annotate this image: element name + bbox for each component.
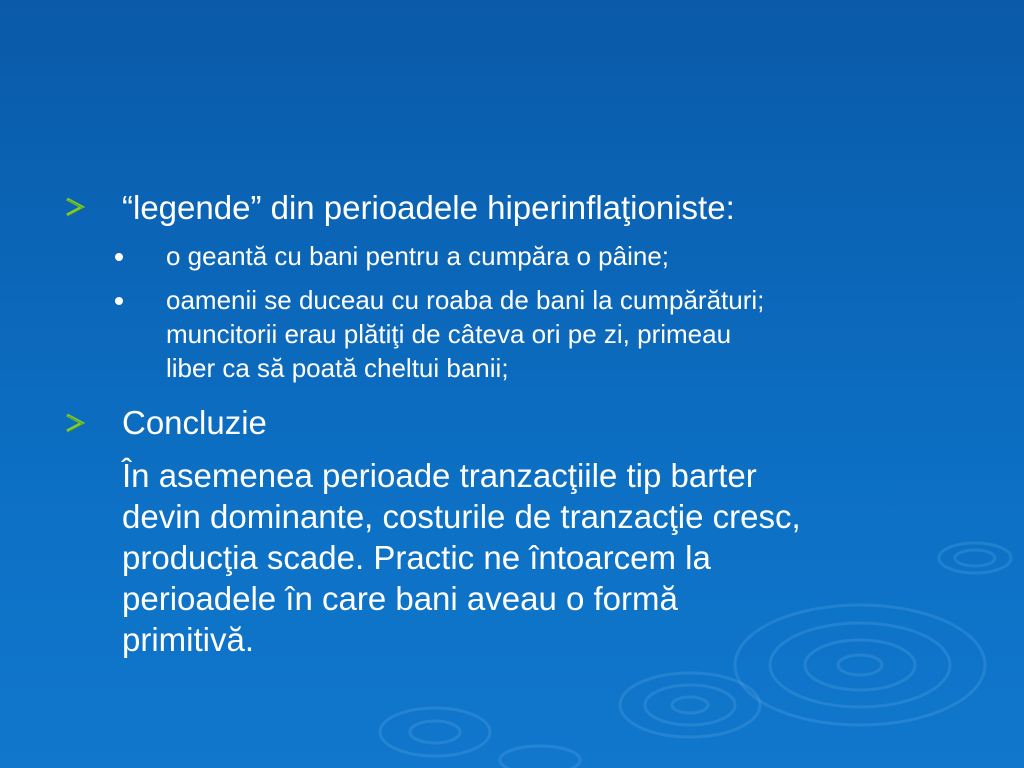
paragraph-line: perioadele în care bani aveau o formă [122,580,678,617]
dot-bullet-icon [115,297,123,305]
dot-bullet-icon [115,253,123,261]
paragraph-line: primitivă. [122,621,255,658]
sub-bullet-oamenii-line1: oamenii se duceau cu roaba de bani la cumpărături; [166,285,765,315]
arrow-bullet-icon [64,413,86,433]
bullet-concluzie: Concluzie [122,404,267,441]
arrow-bullet-icon [64,197,86,217]
bullet-legende: “legende” din perioadele hiperinflaţioniste: [122,189,735,226]
sub-bullet-geanta: o geantă cu bani pentru a cumpăra o pâine; [166,241,670,271]
paragraph-line: devin dominante, costurile de tranzacţie cresc, [122,498,801,535]
conclusion-paragraph [122,455,982,660]
sub-bullet-oamenii-line3: liber ca să poată cheltui banii; [166,353,509,383]
paragraph-line: În asemenea perioade tranzacţiile tip barter [122,457,757,494]
paragraph-line: producţia scade. Practic ne întoarcem la [122,539,711,576]
sub-bullet-oamenii-line2: muncitorii erau plătiţi de câteva ori pe zi, primeau [166,319,732,349]
